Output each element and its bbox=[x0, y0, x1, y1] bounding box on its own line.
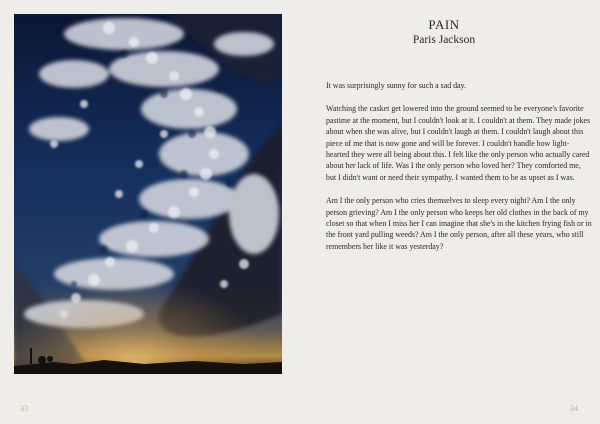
paragraph-2: Watching the casket get lowered into the ground seemed to be everyone's favorite pastime at the moment, but I couldn't look at it. I couldn't at them. They made jokes about when she was alive, but I couldn't laugh at them. I couldn't laugh about this piece of me that is now gone and will be forever. I couldn't handle how light-hearted they were all being about this. I felt like the only person who actually cared about her lack of life. Was I the only person who loved her? They comforted me, but I didn't want or need their sympathy. I wanted them to be as upset as I was. bbox=[326, 104, 591, 182]
article-body bbox=[326, 80, 592, 264]
article-header bbox=[330, 17, 558, 48]
paragraph-1: It was surprisingly sunny for such a sad day. bbox=[326, 81, 466, 90]
article-title: PAIN bbox=[428, 17, 460, 32]
page-number-left: 33 bbox=[20, 404, 28, 413]
page-number-right: 34 bbox=[570, 404, 578, 413]
article-author: Paris Jackson bbox=[412, 34, 476, 46]
clouds-image bbox=[14, 14, 282, 374]
paragraph-3: Am I the only person who cries themselves to sleep every night? Am I the only person grieving? Am I the only person who keeps her old clothes in the back of my closet so that when I miss her I can imagine that she's in the kitchen frying fish or in the front yard pulling weeds? Am I the only person, after all these years, who still remembers her like it was yesterday? bbox=[326, 196, 592, 251]
sky-photograph bbox=[14, 14, 282, 374]
